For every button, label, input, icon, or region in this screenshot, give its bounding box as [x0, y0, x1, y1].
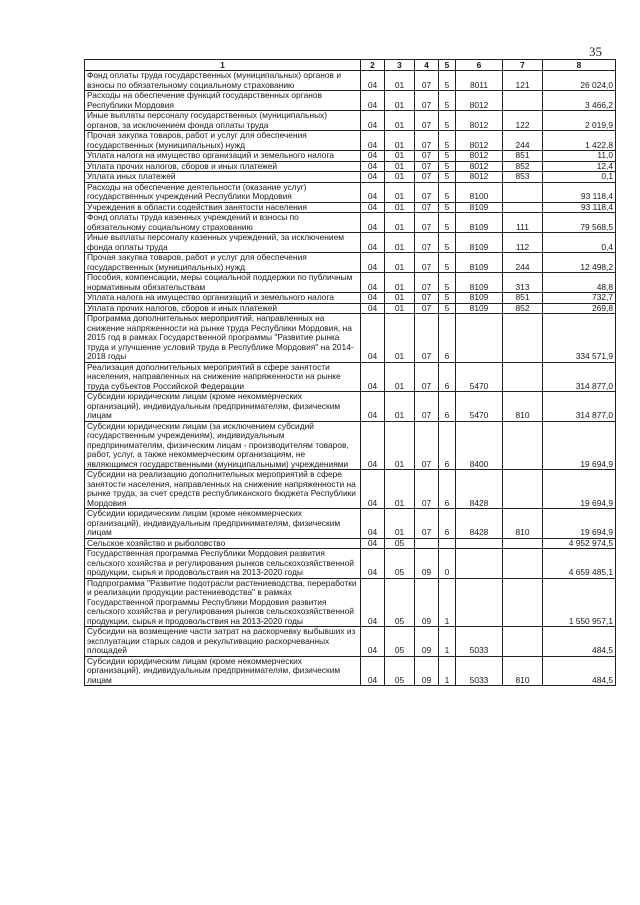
page-number: 35: [589, 44, 602, 59]
row-name-cell: Сельское хозяйство и рыболовство: [85, 538, 361, 549]
row-subprogram-cell: 5: [439, 91, 456, 111]
row-subsection-cell: 01: [385, 91, 415, 111]
row-program-cell: 07: [415, 421, 439, 470]
row-section-cell: 04: [361, 273, 385, 293]
row-target-cell: 8012: [456, 131, 503, 151]
row-subsection-cell: 01: [385, 182, 415, 202]
table-row: [85, 253, 616, 273]
row-program-cell: 07: [415, 161, 439, 172]
row-amount-cell: 1 422,8: [543, 131, 616, 151]
row-program-cell: 07: [415, 151, 439, 162]
row-amount-cell: 314 877,0: [543, 392, 616, 422]
row-section-cell: 04: [361, 233, 385, 253]
row-subprogram-cell: 5: [439, 182, 456, 202]
table-row: [85, 421, 616, 470]
row-section-cell: 04: [361, 253, 385, 273]
row-subprogram-cell: 5: [439, 172, 456, 183]
row-section-cell: 04: [361, 172, 385, 183]
row-subsection-cell: 01: [385, 202, 415, 213]
table-row: [85, 578, 616, 627]
table-row: [85, 111, 616, 131]
row-program-cell: 07: [415, 111, 439, 131]
row-program-cell: 07: [415, 233, 439, 253]
row-subsection-cell: 01: [385, 421, 415, 470]
row-subsection-cell: 01: [385, 392, 415, 422]
row-target-cell: 8012: [456, 91, 503, 111]
row-amount-cell: 79 568,5: [543, 213, 616, 233]
row-name-cell: Субсидии на реализацию дополнительных мероприятий в сфере занятости населения, направленных на снижение напряженности на рынке труда, за счет средств республиканского бюджета Республики Мордовия: [85, 470, 361, 509]
row-name-cell: Субсидии юридическим лицам (кроме некоммерческих организаций), индивидуальным предпринимателям, физическим лицам: [85, 656, 361, 686]
table-row: [85, 470, 616, 509]
row-amount-cell: 314 877,0: [543, 362, 616, 392]
row-subsection-cell: 01: [385, 509, 415, 539]
row-expense-type-cell: 112: [503, 233, 543, 253]
row-program-cell: 07: [415, 91, 439, 111]
row-subprogram-cell: 5: [439, 233, 456, 253]
header-cell: 7: [503, 60, 543, 71]
row-subprogram-cell: 5: [439, 71, 456, 91]
table-row: [85, 233, 616, 253]
row-target-cell: 8012: [456, 172, 503, 183]
row-subsection-cell: 05: [385, 538, 415, 549]
row-subprogram-cell: 5: [439, 213, 456, 233]
row-section-cell: 04: [361, 538, 385, 549]
row-target-cell: 5033: [456, 656, 503, 686]
row-expense-type-cell: 852: [503, 161, 543, 172]
row-name-cell: Расходы на обеспечение деятельности (оказание услуг) государственных учреждений Республики Мордовия: [85, 182, 361, 202]
budget-table: [84, 59, 616, 686]
row-expense-type-cell: [503, 538, 543, 549]
table-row: [85, 293, 616, 304]
row-program-cell: 09: [415, 656, 439, 686]
row-program-cell: 09: [415, 627, 439, 657]
row-name-cell: Уплата прочих налогов, сборов и иных платежей: [85, 161, 361, 172]
row-expense-type-cell: [503, 578, 543, 627]
row-amount-cell: 732,7: [543, 293, 616, 304]
row-expense-type-cell: 810: [503, 656, 543, 686]
row-subsection-cell: 01: [385, 111, 415, 131]
row-section-cell: 04: [361, 131, 385, 151]
row-subprogram-cell: 1: [439, 578, 456, 627]
row-subprogram-cell: 6: [439, 314, 456, 363]
row-expense-type-cell: [503, 421, 543, 470]
header-cell: 2: [361, 60, 385, 71]
row-name-cell: Пособия, компенсации, меры социальной поддержки по публичным нормативным обязательствам: [85, 273, 361, 293]
row-name-cell: Расходы на обеспечение функций государственных органов Республики Мордовия: [85, 91, 361, 111]
header-cell: 5: [439, 60, 456, 71]
row-expense-type-cell: 851: [503, 151, 543, 162]
row-name-cell: Иные выплаты персоналу казенных учреждений, за исключением фонда оплаты труда: [85, 233, 361, 253]
table-row: [85, 151, 616, 162]
row-amount-cell: 19 694,9: [543, 470, 616, 509]
row-program-cell: 07: [415, 470, 439, 509]
row-name-cell: Уплата налога на имущество организаций и земельного налога: [85, 151, 361, 162]
row-expense-type-cell: [503, 549, 543, 579]
row-program-cell: 09: [415, 578, 439, 627]
row-name-cell: Субсидии на возмещение части затрат на раскорчевку выбывших из эксплуатации старых садов и рекультивацию раскорчеванных площадей: [85, 627, 361, 657]
row-section-cell: 04: [361, 151, 385, 162]
row-subprogram-cell: 5: [439, 111, 456, 131]
row-amount-cell: 484,5: [543, 627, 616, 657]
row-subprogram-cell: 6: [439, 509, 456, 539]
row-target-cell: 8109: [456, 213, 503, 233]
row-subprogram-cell: 1: [439, 656, 456, 686]
table-header-row: [85, 60, 616, 71]
table-row: [85, 131, 616, 151]
row-target-cell: [456, 549, 503, 579]
row-expense-type-cell: [503, 202, 543, 213]
row-subprogram-cell: 6: [439, 421, 456, 470]
row-subprogram-cell: 5: [439, 293, 456, 304]
row-section-cell: 04: [361, 470, 385, 509]
row-subsection-cell: 01: [385, 71, 415, 91]
row-target-cell: 8109: [456, 273, 503, 293]
row-name-cell: Уплата налога на имущество организаций и земельного налога: [85, 293, 361, 304]
row-target-cell: 8109: [456, 293, 503, 304]
table-row: [85, 172, 616, 183]
row-program-cell: 07: [415, 303, 439, 314]
row-subsection-cell: 01: [385, 293, 415, 304]
row-subprogram-cell: 0: [439, 549, 456, 579]
row-name-cell: Субсидии юридическим лицам (кроме некоммерческих организаций), индивидуальным предпринимателям, физическим лицам: [85, 509, 361, 539]
row-expense-type-cell: [503, 470, 543, 509]
row-expense-type-cell: 810: [503, 509, 543, 539]
table-row: [85, 627, 616, 657]
row-program-cell: 07: [415, 509, 439, 539]
row-amount-cell: 19 694,9: [543, 421, 616, 470]
header-cell: 8: [543, 60, 616, 71]
row-expense-type-cell: 313: [503, 273, 543, 293]
row-section-cell: 04: [361, 161, 385, 172]
row-expense-type-cell: 851: [503, 293, 543, 304]
row-amount-cell: 484,5: [543, 656, 616, 686]
row-subprogram-cell: 1: [439, 627, 456, 657]
row-section-cell: 04: [361, 627, 385, 657]
row-target-cell: 5470: [456, 392, 503, 422]
row-expense-type-cell: 810: [503, 392, 543, 422]
row-name-cell: Государственная программа Республики Мордовия развития сельского хозяйства и регулирования рынков сельскохозяйственной продукции, сырья и продовольствия на 2013-2020 годы: [85, 549, 361, 579]
table-row: [85, 656, 616, 686]
row-expense-type-cell: [503, 182, 543, 202]
row-expense-type-cell: 244: [503, 253, 543, 273]
row-section-cell: 04: [361, 182, 385, 202]
row-program-cell: [415, 538, 439, 549]
row-target-cell: 8109: [456, 202, 503, 213]
row-expense-type-cell: [503, 314, 543, 363]
row-subsection-cell: 01: [385, 213, 415, 233]
row-subsection-cell: 01: [385, 362, 415, 392]
row-amount-cell: 19 694,9: [543, 509, 616, 539]
row-subprogram-cell: 5: [439, 303, 456, 314]
row-amount-cell: 11,0: [543, 151, 616, 162]
row-name-cell: Прочая закупка товаров, работ и услуг для обеспечения государственных (муниципальных) нужд: [85, 253, 361, 273]
row-target-cell: 8428: [456, 509, 503, 539]
row-name-cell: Реализация дополнительных мероприятий в сфере занятости населения, направленных на снижение напряженности на рынке труда субъектов Российской Федерации: [85, 362, 361, 392]
table-row: [85, 538, 616, 549]
table-row: [85, 549, 616, 579]
row-target-cell: 8109: [456, 233, 503, 253]
row-subsection-cell: 05: [385, 578, 415, 627]
row-section-cell: 04: [361, 293, 385, 304]
table-row: [85, 161, 616, 172]
row-program-cell: 07: [415, 71, 439, 91]
row-name-cell: Фонд оплаты труда казенных учреждений и взносы по обязательному социальному страхованию: [85, 213, 361, 233]
row-name-cell: Уплата прочих налогов, сборов и иных платежей: [85, 303, 361, 314]
row-subprogram-cell: 5: [439, 131, 456, 151]
row-subsection-cell: 05: [385, 627, 415, 657]
row-subsection-cell: 01: [385, 131, 415, 151]
row-section-cell: 04: [361, 303, 385, 314]
row-name-cell: Субсидии юридическим лицам (за исключением субсидий государственным учреждениям), индивидуальным предпринимателям, физическим лицам - производителям товаров, работ, услуг, а также некоммерческим организациям, не являющимся государственными (муниципальными) учреждениями: [85, 421, 361, 470]
row-subsection-cell: 01: [385, 161, 415, 172]
row-program-cell: 07: [415, 131, 439, 151]
row-amount-cell: 12,4: [543, 161, 616, 172]
row-amount-cell: 48,8: [543, 273, 616, 293]
row-name-cell: Учреждения в области содействия занятости населения: [85, 202, 361, 213]
row-name-cell: Прочая закупка товаров, работ и услуг для обеспечения государственных (муниципальных) нужд: [85, 131, 361, 151]
row-subprogram-cell: 6: [439, 392, 456, 422]
table-row: [85, 71, 616, 91]
row-section-cell: 04: [361, 656, 385, 686]
row-target-cell: 5470: [456, 362, 503, 392]
row-target-cell: 8012: [456, 151, 503, 162]
row-expense-type-cell: [503, 91, 543, 111]
table-row: [85, 202, 616, 213]
row-subsection-cell: 05: [385, 656, 415, 686]
row-program-cell: 07: [415, 314, 439, 363]
row-subprogram-cell: 6: [439, 470, 456, 509]
row-section-cell: 04: [361, 71, 385, 91]
row-subsection-cell: 01: [385, 273, 415, 293]
table-row: [85, 303, 616, 314]
row-name-cell: Уплата иных платежей: [85, 172, 361, 183]
row-target-cell: 8428: [456, 470, 503, 509]
row-program-cell: 07: [415, 293, 439, 304]
row-subprogram-cell: 6: [439, 362, 456, 392]
row-subsection-cell: 01: [385, 314, 415, 363]
row-subsection-cell: 01: [385, 172, 415, 183]
header-cell: 1: [85, 60, 361, 71]
row-section-cell: 04: [361, 362, 385, 392]
row-name-cell: Фонд оплаты труда государственных (муниципальных) органов и взносы по обязательному социальному страхованию: [85, 71, 361, 91]
row-target-cell: 8400: [456, 421, 503, 470]
row-section-cell: 04: [361, 213, 385, 233]
row-target-cell: 8100: [456, 182, 503, 202]
row-expense-type-cell: 121: [503, 71, 543, 91]
row-target-cell: [456, 314, 503, 363]
row-target-cell: [456, 578, 503, 627]
row-program-cell: 07: [415, 362, 439, 392]
row-section-cell: 04: [361, 421, 385, 470]
row-name-cell: Подпрограмма "Развитие подотрасли растениеводства, переработки и реализации продукции растениеводства" в рамках Государственной программы Республики Мордовия развития сельского хозяйства и регулирования рынков сельскохозяйственной продукции, сырья и продовольствия на 2013-2020 годы: [85, 578, 361, 627]
row-program-cell: 09: [415, 549, 439, 579]
row-program-cell: 07: [415, 273, 439, 293]
row-subsection-cell: 01: [385, 470, 415, 509]
header-cell: 4: [415, 60, 439, 71]
row-name-cell: Иные выплаты персоналу государственных (муниципальных) органов, за исключением фонда оплаты труда: [85, 111, 361, 131]
row-target-cell: 8012: [456, 111, 503, 131]
row-program-cell: 07: [415, 172, 439, 183]
row-amount-cell: 2 019,9: [543, 111, 616, 131]
row-expense-type-cell: 122: [503, 111, 543, 131]
row-amount-cell: 93 118,4: [543, 202, 616, 213]
row-subprogram-cell: [439, 538, 456, 549]
row-section-cell: 04: [361, 549, 385, 579]
row-target-cell: 5033: [456, 627, 503, 657]
row-subprogram-cell: 5: [439, 253, 456, 273]
row-target-cell: 8011: [456, 71, 503, 91]
row-subsection-cell: 05: [385, 549, 415, 579]
table-row: [85, 314, 616, 363]
row-section-cell: 04: [361, 509, 385, 539]
table-row: [85, 273, 616, 293]
row-amount-cell: 0,4: [543, 233, 616, 253]
table-row: [85, 213, 616, 233]
table-row: [85, 509, 616, 539]
row-subsection-cell: 01: [385, 151, 415, 162]
row-program-cell: 07: [415, 213, 439, 233]
row-amount-cell: 0,1: [543, 172, 616, 183]
row-subsection-cell: 01: [385, 233, 415, 253]
row-amount-cell: 26 024,0: [543, 71, 616, 91]
row-subprogram-cell: 5: [439, 151, 456, 162]
row-expense-type-cell: 852: [503, 303, 543, 314]
table-row: [85, 362, 616, 392]
row-section-cell: 04: [361, 578, 385, 627]
table-row: [85, 91, 616, 111]
row-name-cell: Субсидии юридическим лицам (кроме некоммерческих организаций), индивидуальным предпринимателям, физическим лицам: [85, 392, 361, 422]
row-target-cell: [456, 538, 503, 549]
row-section-cell: 04: [361, 202, 385, 213]
row-amount-cell: 4 952 974,5: [543, 538, 616, 549]
row-amount-cell: 12 498,2: [543, 253, 616, 273]
row-program-cell: 07: [415, 202, 439, 213]
row-expense-type-cell: 111: [503, 213, 543, 233]
table-row: [85, 182, 616, 202]
row-section-cell: 04: [361, 91, 385, 111]
row-target-cell: 8109: [456, 303, 503, 314]
header-cell: 3: [385, 60, 415, 71]
row-target-cell: 8012: [456, 161, 503, 172]
row-section-cell: 04: [361, 111, 385, 131]
row-expense-type-cell: [503, 627, 543, 657]
row-expense-type-cell: 853: [503, 172, 543, 183]
row-amount-cell: 1 550 957,1: [543, 578, 616, 627]
row-subprogram-cell: 5: [439, 161, 456, 172]
row-program-cell: 07: [415, 392, 439, 422]
header-cell: 6: [456, 60, 503, 71]
row-amount-cell: 4 659 485,1: [543, 549, 616, 579]
row-amount-cell: 3 466,2: [543, 91, 616, 111]
row-target-cell: 8109: [456, 253, 503, 273]
row-subprogram-cell: 5: [439, 202, 456, 213]
row-expense-type-cell: 244: [503, 131, 543, 151]
row-subprogram-cell: 5: [439, 273, 456, 293]
row-amount-cell: 334 571,9: [543, 314, 616, 363]
row-amount-cell: 269,8: [543, 303, 616, 314]
row-section-cell: 04: [361, 314, 385, 363]
row-name-cell: Программа дополнительных мероприятий, направленных на снижение напряженности на рынке труда Республики Мордовия, на 2015 год в рамках Государственной программы "Развитие рынка труда и улучшение условий труда в Республике Мордовия" на 2014-2018 годы: [85, 314, 361, 363]
row-program-cell: 07: [415, 253, 439, 273]
row-program-cell: 07: [415, 182, 439, 202]
row-expense-type-cell: [503, 362, 543, 392]
row-section-cell: 04: [361, 392, 385, 422]
row-subsection-cell: 01: [385, 253, 415, 273]
row-subsection-cell: 01: [385, 303, 415, 314]
row-amount-cell: 93 118,4: [543, 182, 616, 202]
table-row: [85, 392, 616, 422]
